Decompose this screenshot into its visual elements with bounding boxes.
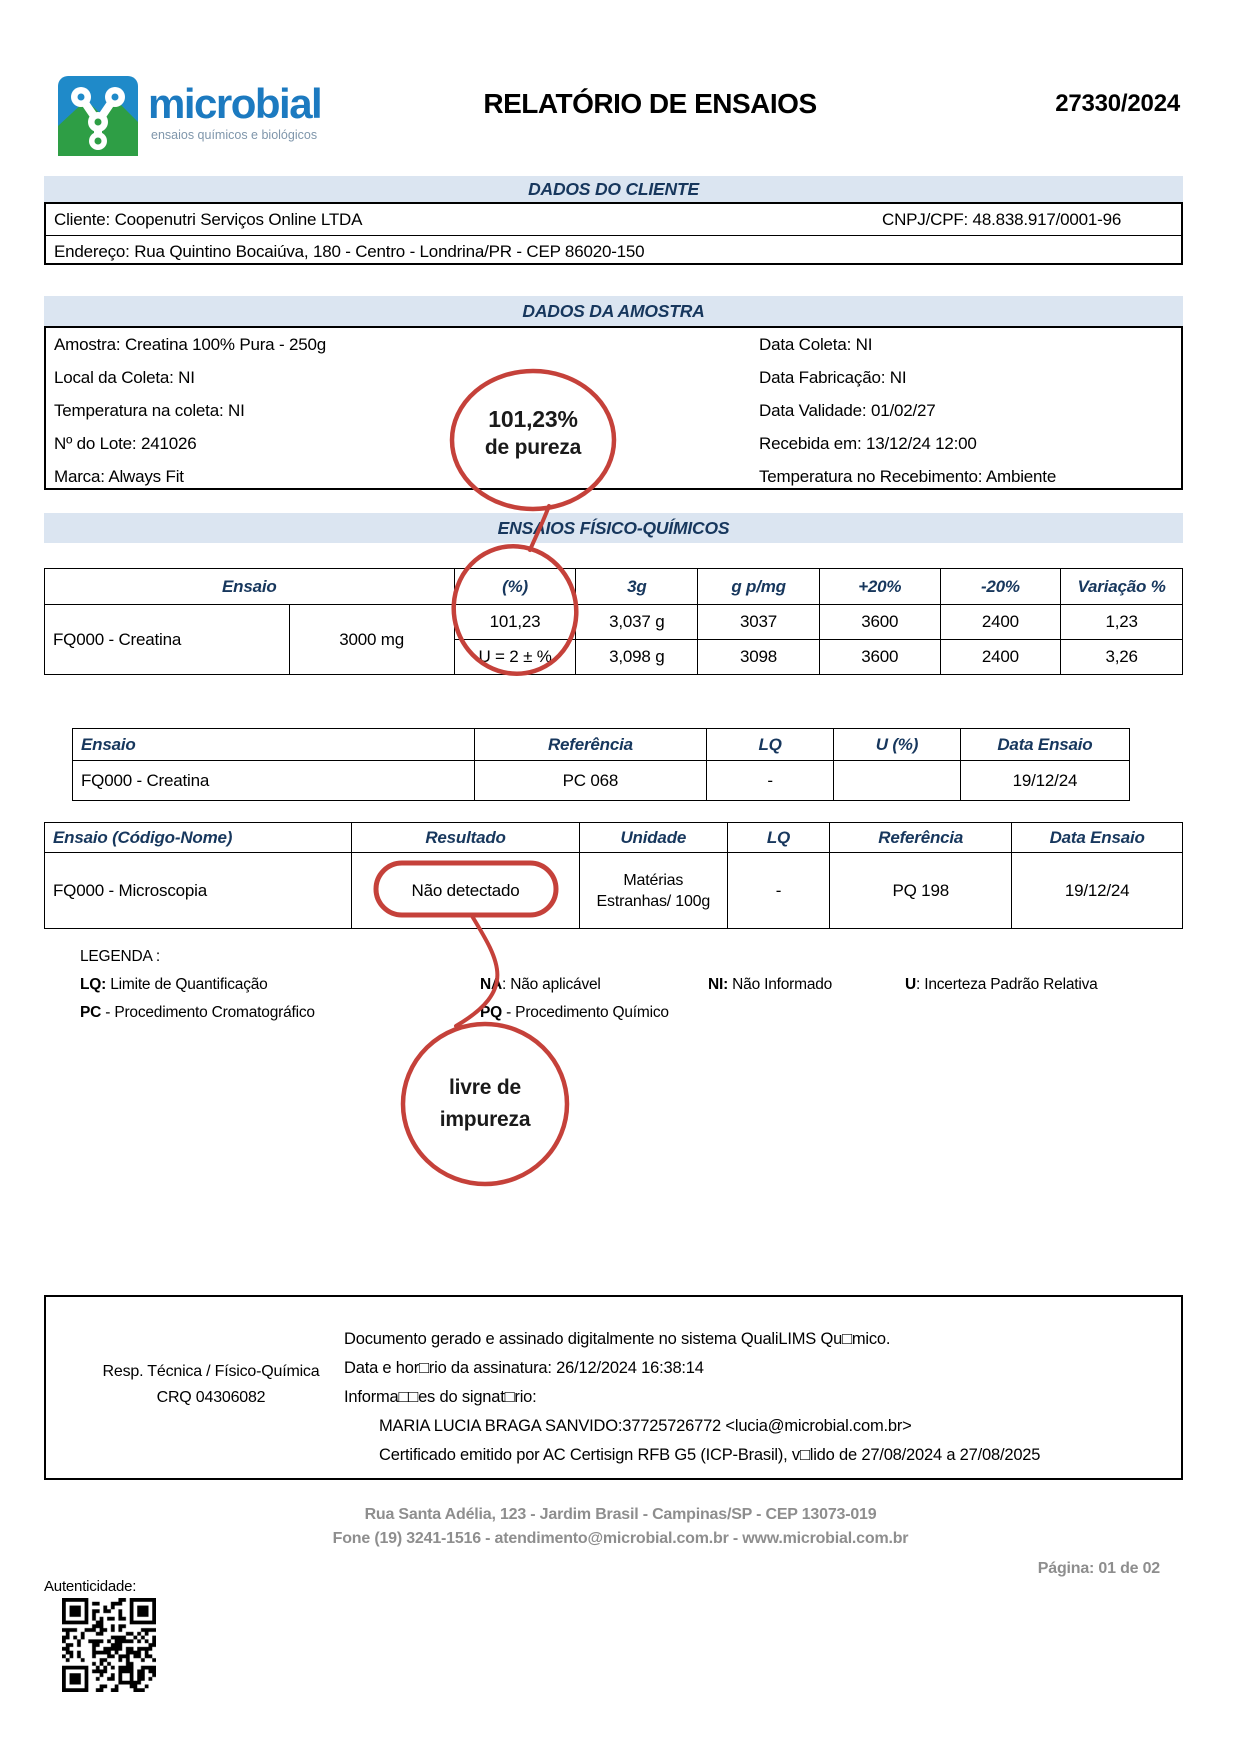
assay-name: FQ000 - Creatina (45, 605, 290, 675)
page-number: Página: 01 de 02 (1037, 1560, 1160, 1577)
sample-field: Temperatura no Recebimento: Ambiente (759, 467, 1057, 486)
legend-item-lq: LQ: Limite de Quantificação (80, 976, 268, 993)
col-ensaio: Ensaio (73, 729, 475, 761)
sample-left-column (54, 328, 326, 493)
legend-item-ni: NI: Não Informado (708, 976, 833, 993)
legend-item-pc: PC - Procedimento Cromatográfico (80, 1004, 315, 1021)
microbial-logo-icon (58, 76, 138, 156)
client-address-row (46, 235, 1181, 267)
cell: 2400 (940, 640, 1061, 675)
sample-field: Data Validade: 01/02/27 (759, 401, 936, 420)
responsible-title: Resp. Técnica / Físico-Química (102, 1363, 320, 1380)
logo-tagline: ensaios químicos e biológicos (151, 128, 318, 142)
microscopy-row (45, 853, 1183, 929)
col-plus20: +20% (819, 569, 940, 605)
sample-box (44, 326, 1183, 490)
col-data-ensaio: Data Ensaio (960, 729, 1129, 761)
col-lq: LQ (727, 823, 829, 853)
sample-field: Recebida em: 13/12/24 12:00 (759, 434, 977, 453)
signature-line: Documento gerado e assinado digitalmente no sistema QualiLIMS Qu□mico. (344, 1330, 891, 1348)
cell: 101,23 (454, 605, 576, 640)
purity-annotation-text: 101,23% de pureza (484, 406, 582, 459)
legend-item-pq: PQ - Procedimento Químico (480, 1004, 669, 1021)
signature-details (344, 1325, 1174, 1470)
cell: 2400 (940, 605, 1061, 640)
client-address: Endereço: Rua Quintino Bocaiúva, 180 - Centro - Londrina/PR - CEP 86020-150 (54, 242, 645, 261)
sample-right-column (759, 328, 1056, 493)
section-dados-da-amostra: DADOS DA AMOSTRA (44, 296, 1183, 326)
col-3g: 3g (576, 569, 698, 605)
sample-field: Amostra: Creatina 100% Pura - 250g (54, 335, 326, 354)
sample-field: Nº do Lote: 241026 (54, 434, 197, 453)
physchem-table (44, 568, 1183, 675)
cell: 3,26 (1061, 640, 1183, 675)
legend-item-u: U: Incerteza Padrão Relativa (905, 976, 1098, 993)
footer-address-line1: Rua Santa Adélia, 123 - Jardim Brasil - Campinas/SP - CEP 13073-019 (364, 1506, 877, 1523)
unit-cell: Matérias Estranhas/ 100g (579, 853, 727, 929)
cell: - (727, 853, 829, 929)
report-number: 27330/2024 (1055, 90, 1180, 117)
cell: 3600 (819, 640, 940, 675)
col-referencia: Referência (474, 729, 707, 761)
microscopy-header-row (45, 823, 1183, 853)
cell: PC 068 (474, 761, 707, 801)
cell: U = 2 ± % (454, 640, 576, 675)
client-row (46, 204, 1181, 235)
col-u: U (%) (834, 729, 961, 761)
client-name: Cliente: Coopenutri Serviços Online LTDA (54, 210, 363, 229)
sample-field: Marca: Always Fit (54, 467, 184, 486)
col-gpmg: g p/mg (698, 569, 820, 605)
responsible-crq: CRQ 04306082 (156, 1389, 266, 1406)
col-unidade: Unidade (579, 823, 727, 853)
client-cnpj: CNPJ/CPF: 48.838.917/0001-96 (882, 210, 1122, 229)
reference-row (73, 761, 1130, 801)
sample-field: Local da Coleta: NI (54, 368, 195, 387)
cell: 1,23 (1061, 605, 1183, 640)
physchem-row-1 (45, 605, 1183, 640)
sample-field: Data Fabricação: NI (759, 368, 907, 387)
qr-code (62, 1598, 156, 1692)
col-ensaio: Ensaio (45, 569, 455, 605)
cell: 19/12/24 (1012, 853, 1183, 929)
physchem-header-row (45, 569, 1183, 605)
authenticity-label: Autenticidade: (44, 1578, 137, 1595)
signature-line: Data e hor□rio da assinatura: 26/12/2024 16:38:14 (344, 1359, 704, 1377)
reference-table (72, 728, 1130, 801)
signature-box (44, 1295, 1183, 1480)
client-box (44, 202, 1183, 265)
signature-line: Certificado emitido por AC Certisign RFB G5 (ICP-Brasil), v□lido de 27/08/2024 a 27/08/2025 (379, 1446, 1041, 1464)
result-cell: Não detectado (352, 853, 580, 929)
cell: - (707, 761, 834, 801)
cell: 3,098 g (576, 640, 698, 675)
cell: 3098 (698, 640, 820, 675)
cell: FQ000 - Microscopia (45, 853, 352, 929)
section-dados-do-cliente: DADOS DO CLIENTE (44, 176, 1183, 202)
footer-address-line2: Fone (19) 3241-1516 - atendimento@microbial.com.br - www.microbial.com.br (332, 1530, 909, 1547)
col-variacao: Variação % (1061, 569, 1183, 605)
signature-line: MARIA LUCIA BRAGA SANVIDO:37725726772 <lucia@microbial.com.br> (379, 1417, 912, 1435)
cell: 3037 (698, 605, 820, 640)
sample-field: Data Coleta: NI (759, 335, 873, 354)
logo-wordmark: microbial (148, 80, 322, 127)
col-lq: LQ (707, 729, 834, 761)
signature-line: Informa□□es do signat□rio: (344, 1388, 537, 1406)
cell: 3,037 g (576, 605, 698, 640)
reference-header-row (73, 729, 1130, 761)
section-ensaios-fisico-quimicos: ENSAIOS FÍSICO-QUÍMICOS (44, 513, 1183, 543)
legend-item-na: NA: Não aplicável (480, 976, 601, 993)
responsible-block (61, 1359, 361, 1411)
cell: FQ000 - Creatina (73, 761, 475, 801)
col-resultado: Resultado (352, 823, 580, 853)
assay-amount: 3000 mg (289, 605, 454, 675)
legend-title: LEGENDA : (80, 948, 161, 965)
col-minus20: -20% (940, 569, 1061, 605)
impurity-annotation-text: livre de impureza (439, 1076, 531, 1131)
col-referencia: Referência (830, 823, 1012, 853)
col-percent: (%) (454, 569, 576, 605)
cell: 3600 (819, 605, 940, 640)
cell (834, 761, 961, 801)
cell: 19/12/24 (960, 761, 1129, 801)
cell: PQ 198 (830, 853, 1012, 929)
col-data-ensaio: Data Ensaio (1012, 823, 1183, 853)
microscopy-table (44, 822, 1183, 929)
col-ensaio-codigo-nome: Ensaio (Código-Nome) (45, 823, 352, 853)
sample-field: Temperatura na coleta: NI (54, 401, 245, 420)
page-title: RELATÓRIO DE ENSAIOS (483, 88, 817, 119)
